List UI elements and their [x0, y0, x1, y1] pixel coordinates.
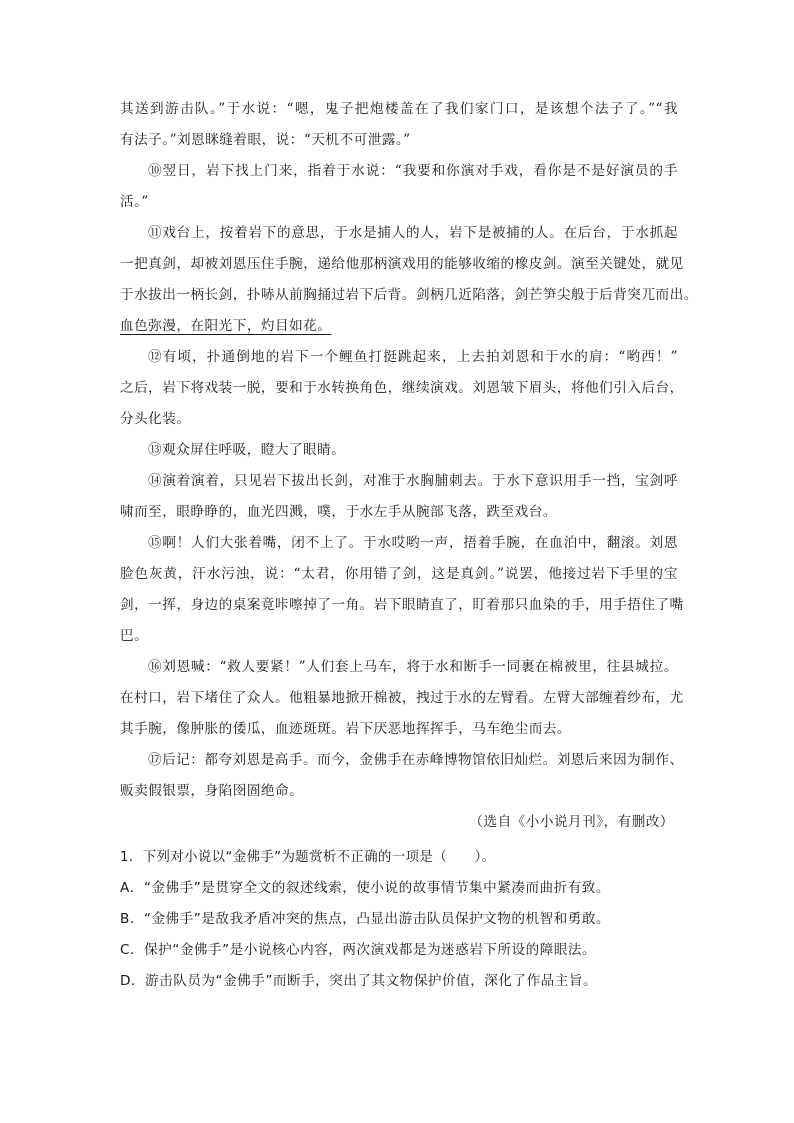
passage-line: 之后，岩下将戏装一脱，要和于水转换角色，继续演戏。刘恩皱下眉头，将他们引入后台， — [120, 380, 684, 396]
passage-line: 啸而至，眼睁睁的，血光四溅，噗，于水左手从腕部飞落，跌至戏台。 — [120, 504, 557, 520]
document-page — [120, 94, 698, 997]
option-d[interactable]: D．游击队员为“金佛手”而断手，突出了其文物保护价值，深化了作品主旨。 — [120, 973, 598, 989]
answer-options — [120, 873, 678, 997]
passage-line: 脸色灰黄，汗水污浊，说：“太君，你用错了剑，这是真剑。”说罢，他接过岩下手里的宝 — [120, 566, 678, 582]
passage-line: 于水拔出一柄长剑，扑哧从前胸捅过岩下后背。剑柄几近陷落，剑芒笋尖般于后背突兀而出。 — [120, 287, 698, 303]
passage-line: 分头化装。 — [120, 411, 191, 427]
passage-line: 其手腕，像肿胀的倭瓜，血迹斑斑。岩下厌恶地挥挥手，马车绝尘而去。 — [120, 721, 571, 737]
option-c[interactable]: C．保护“金佛手”是小说核心内容，两次演戏都是为迷惑岩下所设的障眼法。 — [120, 942, 597, 958]
passage-text — [120, 94, 698, 807]
passage-line: ⑫有顷，扑通倒地的岩下一个鲤鱼打挺跳起来，上去拍刘恩和于水的肩：“哟西！” — [148, 349, 678, 365]
passage-line: 其送到游击队。”于水说：“嗯，鬼子把炮楼盖在了我们家门口，是该想个法子了。”“我 — [120, 101, 678, 117]
option-a[interactable]: A．“金佛手”是贯穿全文的叙述线索，使小说的故事情节集中紧凑而曲折有致。 — [120, 880, 610, 896]
passage-line: ⑮啊！人们大张着嘴，闭不上了。于水哎哟一声，捂着手腕，在血泊中，翻滚。刘恩 — [148, 535, 678, 551]
passage-line: 活。” — [120, 194, 149, 210]
source-citation: （选自《小小说月刊》，有删改） — [469, 814, 674, 830]
passage-line: ⑩翌日，岩下找上门来，指着于水说：“我要和你演对手戏，看你是不是好演员的手 — [148, 163, 678, 179]
passage-line: ⑯刘恩喊：“救人要紧！”人们套上马车，将于水和断手一同裹在棉被里，往县城拉。 — [148, 659, 678, 675]
passage-line: 巴。 — [120, 628, 149, 644]
question-stem: 1．下列对小说以“金佛手”为题赏析不正确的一项是（ ）。 — [120, 850, 496, 865]
passage-line: ⑰后记：都夸刘恩是高手。而今，金佛手在赤峰博物馆依旧灿烂。刘恩后来因为制作、 — [148, 752, 684, 768]
passage-line: ⑪戏台上，按着岩下的意思，于水是捕人的人，岩下是被捕的人。在后台，于水抓起 — [148, 225, 678, 241]
passage-line: ⑭演着演着，只见岩下拔出长剑，对准于水胸脯刺去。于水下意识用手一挡，宝剑呼 — [148, 473, 678, 489]
passage-line: 在村口，岩下堵住了众人。他粗暴地掀开棉被，拽过于水的左臂看。左臂大部缠着纱布，尤 — [120, 690, 684, 706]
passage-line: 贩卖假银票，身陷囹圄绝命。 — [120, 783, 304, 799]
passage-line: 剑，一挥，身边的桌案竟咔嚓掉了一角。岩下眼睛直了，盯着那只血染的手，用手捂住了嘴 — [120, 597, 684, 613]
passage-line: ⑬观众屏住呼吸，瞪大了眼睛。 — [148, 442, 346, 458]
passage-line: 有法子。”刘恩眯缝着眼，说：“天机不可泄露。” — [120, 132, 411, 148]
option-b[interactable]: B．“金佛手”是敌我矛盾冲突的焦点，凸显出游击队员保护文物的机智和勇敢。 — [120, 911, 611, 927]
passage-line: 一把真剑，却被刘恩压住手腕，递给他那柄演戏用的能够收缩的橡皮剑。演至关键处，就见 — [120, 256, 684, 272]
passage-line: 血色弥漫，在阳光下，灼目如花。 — [120, 318, 332, 334]
